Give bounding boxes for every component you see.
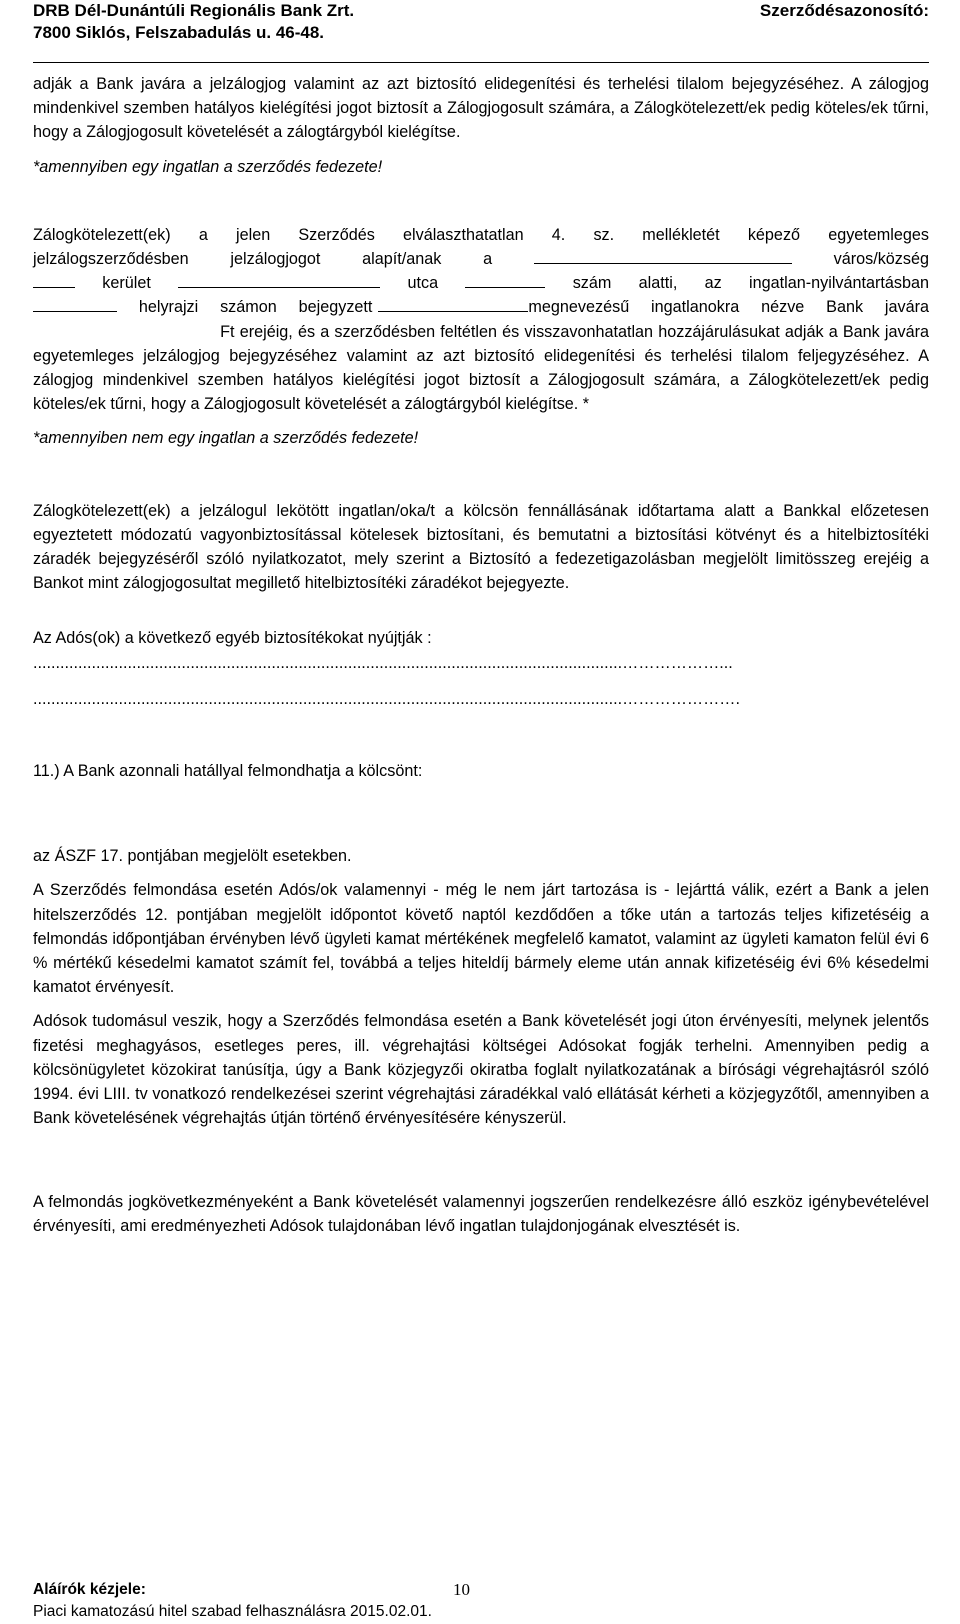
page-footer	[33, 1580, 929, 1600]
number-label: szám alatti, az ingatlan-nyilvántartásban	[572, 274, 930, 293]
lien-rest-text: Ft erejéig, és a szerződésben feltétlen és visszavonhatatlan hozzájárulásukat adják a Bank javára egyetemleges jelzálogjog bejegyzéséhez valamint az azt biztosító elidegenítési és terhelési tilalom feljegyzéséhez. A zálogjog mindenkivel szemben hatályos kielégítési jogot biztosít a Zálogjogosult számára, a Zálogkötelezett/ek pedig köteles/ek tűrni, hogy a Zálogjogosult követelését a zálogtárgyból kielégítse. *	[33, 322, 929, 414]
parcel-blank[interactable]	[33, 296, 117, 312]
signers-label: Aláírók kézjele:	[33, 1581, 146, 1598]
contract-id-label: Szerződésazonosító:	[759, 1, 929, 20]
paragraph-termination: A Szerződés felmondása esetén Adós/ok valamennyi - még le nem járt tartozása is - lejárttá válik, ezért a Bank a jelen hitelszerződés 12. pontjában megjelölt időpontot követő naptól kezdődően a tőke után a tartozás teljes kifizetéséig a felmondás időpontjában érvényben lévő ügyleti kamat mértékének megfelelő kamatot, valamint az ügyleti kamaton felül évi 6 % mértékű késedelmi kamatot számít fel, továbbá a teljes hiteldíj bármely eleme után annak kifizetéséig évi 6% késedelmi kamatot érvényesít.	[33, 881, 929, 997]
parcel-label: helyrajzi számon bejegyzett	[138, 298, 373, 317]
street-label: utca	[407, 274, 439, 293]
paragraph-aszf: az ÁSZF 17. pontjában megjelölt esetekben.	[33, 847, 352, 866]
paragraph-lien-intro: adják a Bank javára a jelzálogjog valamint az azt biztosító elidegenítési és terhelési tilalom bejegyzéséhez. A zálogjog mindenkivel szemben hatályos kielégítési jogot biztosít a Zálogjogosult számára, a Zálogkötelezett/ek pedig köteles/ek tűrni, hogy a Zálogjogosult követelését a zálogtárgyból kielégítse.	[33, 75, 929, 142]
lien-rest	[33, 320, 929, 417]
document-title: Piaci kamatozású hitel szabad felhasználásra 2015.02.01.	[33, 1603, 432, 1620]
number-blank[interactable]	[465, 272, 545, 288]
document-body	[33, 72, 929, 1238]
dotted-line-2: ...................................................................................................................................………………….	[33, 689, 740, 708]
section-11-heading: 11.) A Bank azonnali hatállyal felmondhatja a kölcsönt:	[33, 762, 423, 781]
lien-line-3	[33, 271, 929, 295]
designation-label: megnevezésű ingatlanokra nézve Bank javára	[528, 298, 929, 317]
bank-name: DRB Dél-Dunántúli Regionális Bank Zrt.	[33, 1, 355, 20]
city-blank[interactable]	[534, 248, 792, 264]
paragraph-enforcement: Adósok tudomásul veszik, hogy a Szerződés felmondása esetén a Bank követelését jogi úton érvényesíti, melynek jelentős fizetési meghagyásos, esetleges peres, ill. végrehajtási költségei Adósokat fogják terhelni. Amennyiben pedig a kölcsönügyletet közokirat tanúsítja, úgy a Bank közjegyzői okiratba foglalt nyilatkozatának a bírósági végrehajtásról szóló 1994. évi LIII. tv vonatkozó rendelkezései szerint végrehajtási záradékkal való ellátását kérheti a közjegyzőtől, amennyiben a Bank követelésének végrehajtás útján történő érvényesítésére kényszerül.	[33, 1012, 929, 1128]
paragraph-other-collateral: Az Adós(ok) a következő egyéb biztosítékokat nyújtják :	[33, 629, 432, 648]
dotted-line-1: ...................................................................................................................................………………...	[33, 653, 733, 672]
page-header	[33, 0, 929, 63]
page-number: 10	[453, 1580, 470, 1599]
paragraph-insurance: Zálogkötelezett(ek) a jelzálogul lekötött ingatlan/oka/t a kölcsön fennállásának időtartama alatt a Bankkal előzetesen egyeztetett módozatú vagyonbiztosítással kötelesek biztosítani, és bemutatni a biztosítási kötvényt és a hitelbiztosítéki záradék bejegyzéséről szóló nyilatkozatot, mely szerint a Biztosító a fedezetigazolásban megjelölt limitösszeg erejéig a Bankot mint zálogjogosultat megillető hitelbiztosítéki záradékot bejegyezte.	[33, 501, 929, 593]
note-multiple-property: *amennyiben nem egy ingatlan a szerződés fedezete!	[33, 429, 419, 448]
district-label: kerület	[102, 274, 151, 293]
lien-line-2	[33, 247, 929, 271]
amount-blank[interactable]	[33, 322, 215, 337]
lien-line-2-text: jelzálogszerződésben jelzálogjogot alapít/anak a	[33, 250, 493, 269]
note-single-property: *amennyiben egy ingatlan a szerződés fedezete!	[33, 157, 383, 176]
lien-line-4	[33, 295, 929, 319]
paragraph-consequences: A felmondás jogkövetkezményeként a Bank követelését valamennyi jogszerűen rendelkezésre álló eszköz igénybevételével érvényesíti, ami eredményezheti Adósok tulajdonában lévő ingatlan tulajdonjogának elvesztését is.	[33, 1192, 929, 1235]
designation-blank[interactable]	[378, 296, 528, 312]
district-blank[interactable]	[33, 272, 75, 288]
paragraph-lien-multi	[33, 223, 929, 417]
lien-line-2-city-label: város/község	[833, 250, 929, 269]
bank-address: 7800 Siklós, Felszabadulás u. 46-48.	[33, 23, 325, 42]
street-blank[interactable]	[178, 272, 380, 288]
lien-line-1: Zálogkötelezett(ek) a jelen Szerződés elválaszthatatlan 4. sz. mellékletét képező egyetemleges	[33, 225, 929, 244]
